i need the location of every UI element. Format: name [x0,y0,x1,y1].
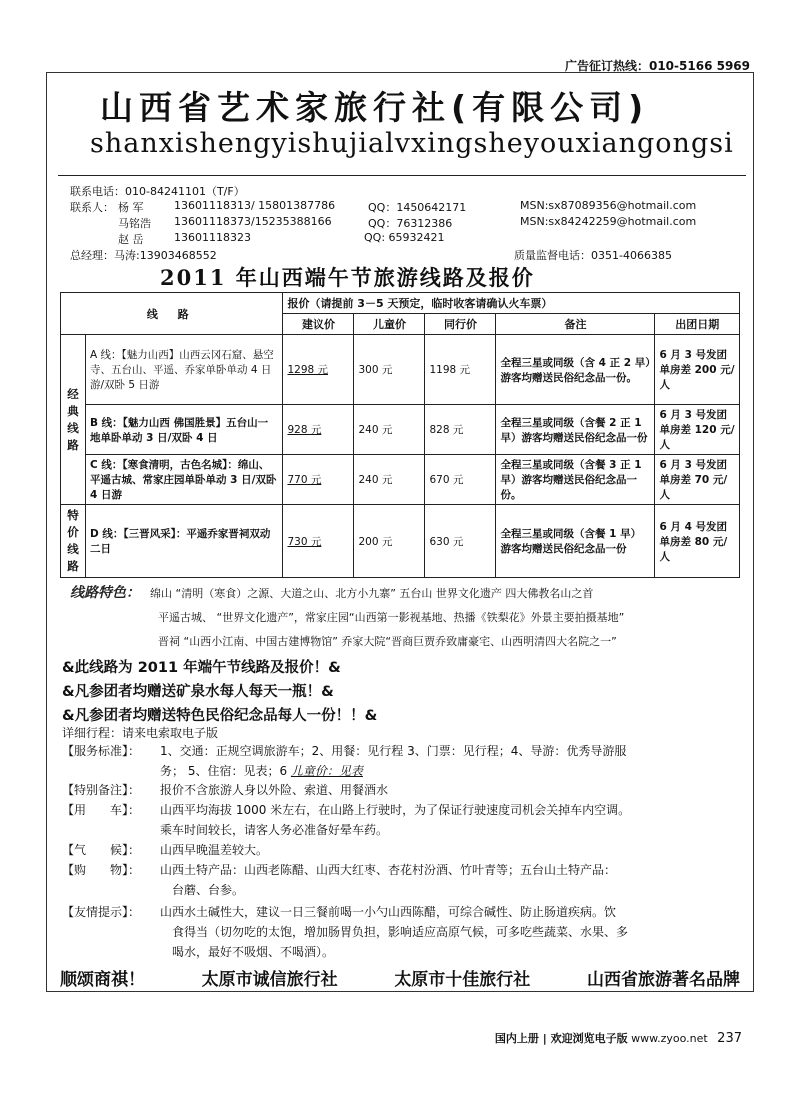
car-line-1: 山西平均海拔 1000 米左右，在山路上行驶时，为了保证行驶速度司机会关掉车内空调。 [160,803,631,817]
date-c: 6 月 3 号发团 单房差 70 元/人 [655,455,740,505]
contact-label: 联系人： [70,201,114,214]
route-a: A 线：【魅力山西】山西云冈石窟、悬空寺、五台山、平遥、乔家单卧单动 4 日游/双卧 5 日游 [86,335,283,405]
date-a: 6 月 3 号发团 单房差 200 元/人 [655,335,740,405]
peer-b: 828 元 [425,405,496,455]
footer-section: 国内上册 | 欢迎浏览电子版 [494,1032,628,1045]
price-b: 928 元 [283,405,354,455]
special-label: 【特别备注】： [62,783,141,797]
contact-qq-1: QQ：1450642171 [368,201,467,214]
contact-phone-1: 13601118313/ 15801387786 [174,199,336,212]
price-table [60,292,740,578]
agency-pinyin: shanxishengyishujialvxingsheyouxiangongsi [90,128,734,159]
note-d: 全程三星或同级（含餐 1 早）游客均赠送民俗纪念品一份 [496,505,655,578]
child-d: 200 元 [354,505,425,578]
route-c: C 线：【寒食清明，古色名城】：绵山、平遥古城、常家庄园单卧单动 3 日/双卧 4 日游 [86,455,283,505]
agency-name-2: 太原市十佳旅行社 [394,970,531,990]
service-line-2 [160,762,363,779]
peer-a: 1198 元 [425,335,496,405]
price-d: 730 元 [283,505,354,578]
child-c: 240 元 [354,455,425,505]
contact-phone-2: 13601118373/15235388166 [174,215,332,228]
note-c: 全程三星或同级（含餐 3 正 1 早）游客均赠送民俗纪念品一份。 [496,455,655,505]
contact-name-2: 马铭浩 [118,217,151,230]
date-b: 6 月 3 号发团 单房差 120 元/人 [655,405,740,455]
greeting: 顺颂商祺！ [60,970,145,990]
service-label: 【服务标准】： [62,744,141,758]
weather-text: 山西早晚温差较大。 [160,843,269,857]
footer-site[interactable]: www.zyoo.net [631,1032,708,1045]
bottom-banner [60,965,740,990]
tip-line-1: 山西水土碱性大，建议一日三餐前喝一小勺山西陈醋，可综合碱性、防止肠道疾病。饮 [160,905,617,919]
ad-hotline: 广告征订热线：010-5166 5969 [564,59,750,73]
col-note: 备注 [496,314,655,335]
shop-label: 【购 物】： [62,863,141,877]
features-line-3: 晋祠 “山西小江南、中国古建博物馆” 乔家大院“晋商巨贾乔致庸豪宅、山西明清四大名院之一” [158,635,617,648]
agency-name-1: 太原市诚信旅行社 [201,970,338,990]
shop-line-2: 台蘑、台参。 [172,883,245,897]
header-divider [58,175,746,176]
page-footer [495,1030,742,1046]
manager-contact: 总经理：马涛:13903468552 [70,249,217,262]
col-suggested: 建议价 [283,314,354,335]
tip-label: 【友情提示】： [62,905,141,919]
child-a: 300 元 [354,335,425,405]
category-classic: 经典线路 [61,335,86,505]
agency-name-3: 山西省旅游著名品牌 [586,970,740,990]
announcement-2: &凡参团者均赠送矿泉水每人每天一瓶！& [62,684,334,700]
features-line-2: 平遥古城、 “世界文化遗产”，常家庄园“山西第一影视基地、热播《铁梨花》外景主要拍摄基地” [158,611,625,624]
route-title: 2011 年山西端午节旅游线路及报价 [160,265,535,290]
contact-name-1: 杨 军 [118,201,144,214]
child-b: 240 元 [354,405,425,455]
price-c: 770 元 [283,455,354,505]
col-child: 儿童价 [354,314,425,335]
col-date: 出团日期 [655,314,740,335]
car-line-2: 乘车时间较长，请客人务必准备好晕车药。 [160,823,389,837]
announcement-3: &凡参团者均赠送特色民俗纪念品每人一份！！& [62,708,378,724]
features-label: 线路特色： [70,585,140,601]
quality-hotline: 质量监督电话：0351-4066385 [514,249,672,262]
note-a: 全程三星或同级（含 4 正 2 早）游客均赠送民俗纪念品一份。 [496,335,655,405]
contact-msn-2[interactable]: MSN:sx84242259@hotmail.com [520,215,697,228]
peer-d: 630 元 [425,505,496,578]
price-note: 报价（请提前 3－5 天预定，临时收客请确认火车票） [283,293,740,314]
special-text: 报价不含旅游人身以外险、索道、用餐酒水 [160,783,389,797]
page-number: 237 [717,1031,742,1046]
note-b: 全程三星或同级（含餐 2 正 1 早）游客均赠送民俗纪念品一份 [496,405,655,455]
service-line-2-italic: 儿童价：见表 [290,764,363,778]
contact-phone: 联系电话：010-84241101（T/F） [70,185,245,198]
contact-phone-3: 13601118323 [174,231,251,244]
announcement-1: &此线路为 2011 年端午节线路及报价！& [62,660,341,676]
itinerary-note: 详细行程：请来电索取电子版 [62,726,219,740]
contact-qq-3: QQ: 65932421 [364,231,445,244]
col-peer: 同行价 [425,314,496,335]
features-line-1: 绵山 “清明（寒食）之源、大道之山、北方小九寨” 五台山 世界文化遗产 四大佛教名山之首 [150,587,594,600]
tip-line-2: 食得当（切勿吃的太饱，增加肠胃负担，影响适应高原气候，可多吃些蔬菜、水果、多 [172,925,629,939]
tip-line-3: 喝水，最好不吸烟、不喝酒）。 [172,945,335,959]
route-header: 线 路 [61,293,283,335]
shop-line-1: 山西土特产品：山西老陈醋、山西大红枣、杏花村汾酒、竹叶青等；五台山土特产品： [160,863,617,877]
route-d: D 线：【三晋风采】：平遥乔家晋祠双动二日 [86,505,283,578]
weather-label: 【气 候】： [62,843,141,857]
contact-msn-1[interactable]: MSN:sx87089356@hotmail.com [520,199,697,212]
service-line-2-text: 务； 5、住宿：见表；6 [160,764,291,778]
category-special: 特价线路 [61,505,86,578]
price-a: 1298 元 [283,335,354,405]
car-label: 【用 车】： [62,803,141,817]
peer-c: 670 元 [425,455,496,505]
contact-name-3: 赵 岳 [118,233,144,246]
service-line-1: 1、交通：正规空调旅游车；2、用餐：见行程 3、门票：见行程；4、导游：优秀导游服 [160,744,627,758]
contact-qq-2: QQ：76312386 [368,217,453,230]
date-d: 6 月 4 号发团 单房差 80 元/人 [655,505,740,578]
route-b: B 线：【魅力山西 佛国胜景】五台山一地单卧单动 3 日/双卧 4 日 [86,405,283,455]
agency-title: 山西省艺术家旅行社(有限公司) [100,88,650,127]
